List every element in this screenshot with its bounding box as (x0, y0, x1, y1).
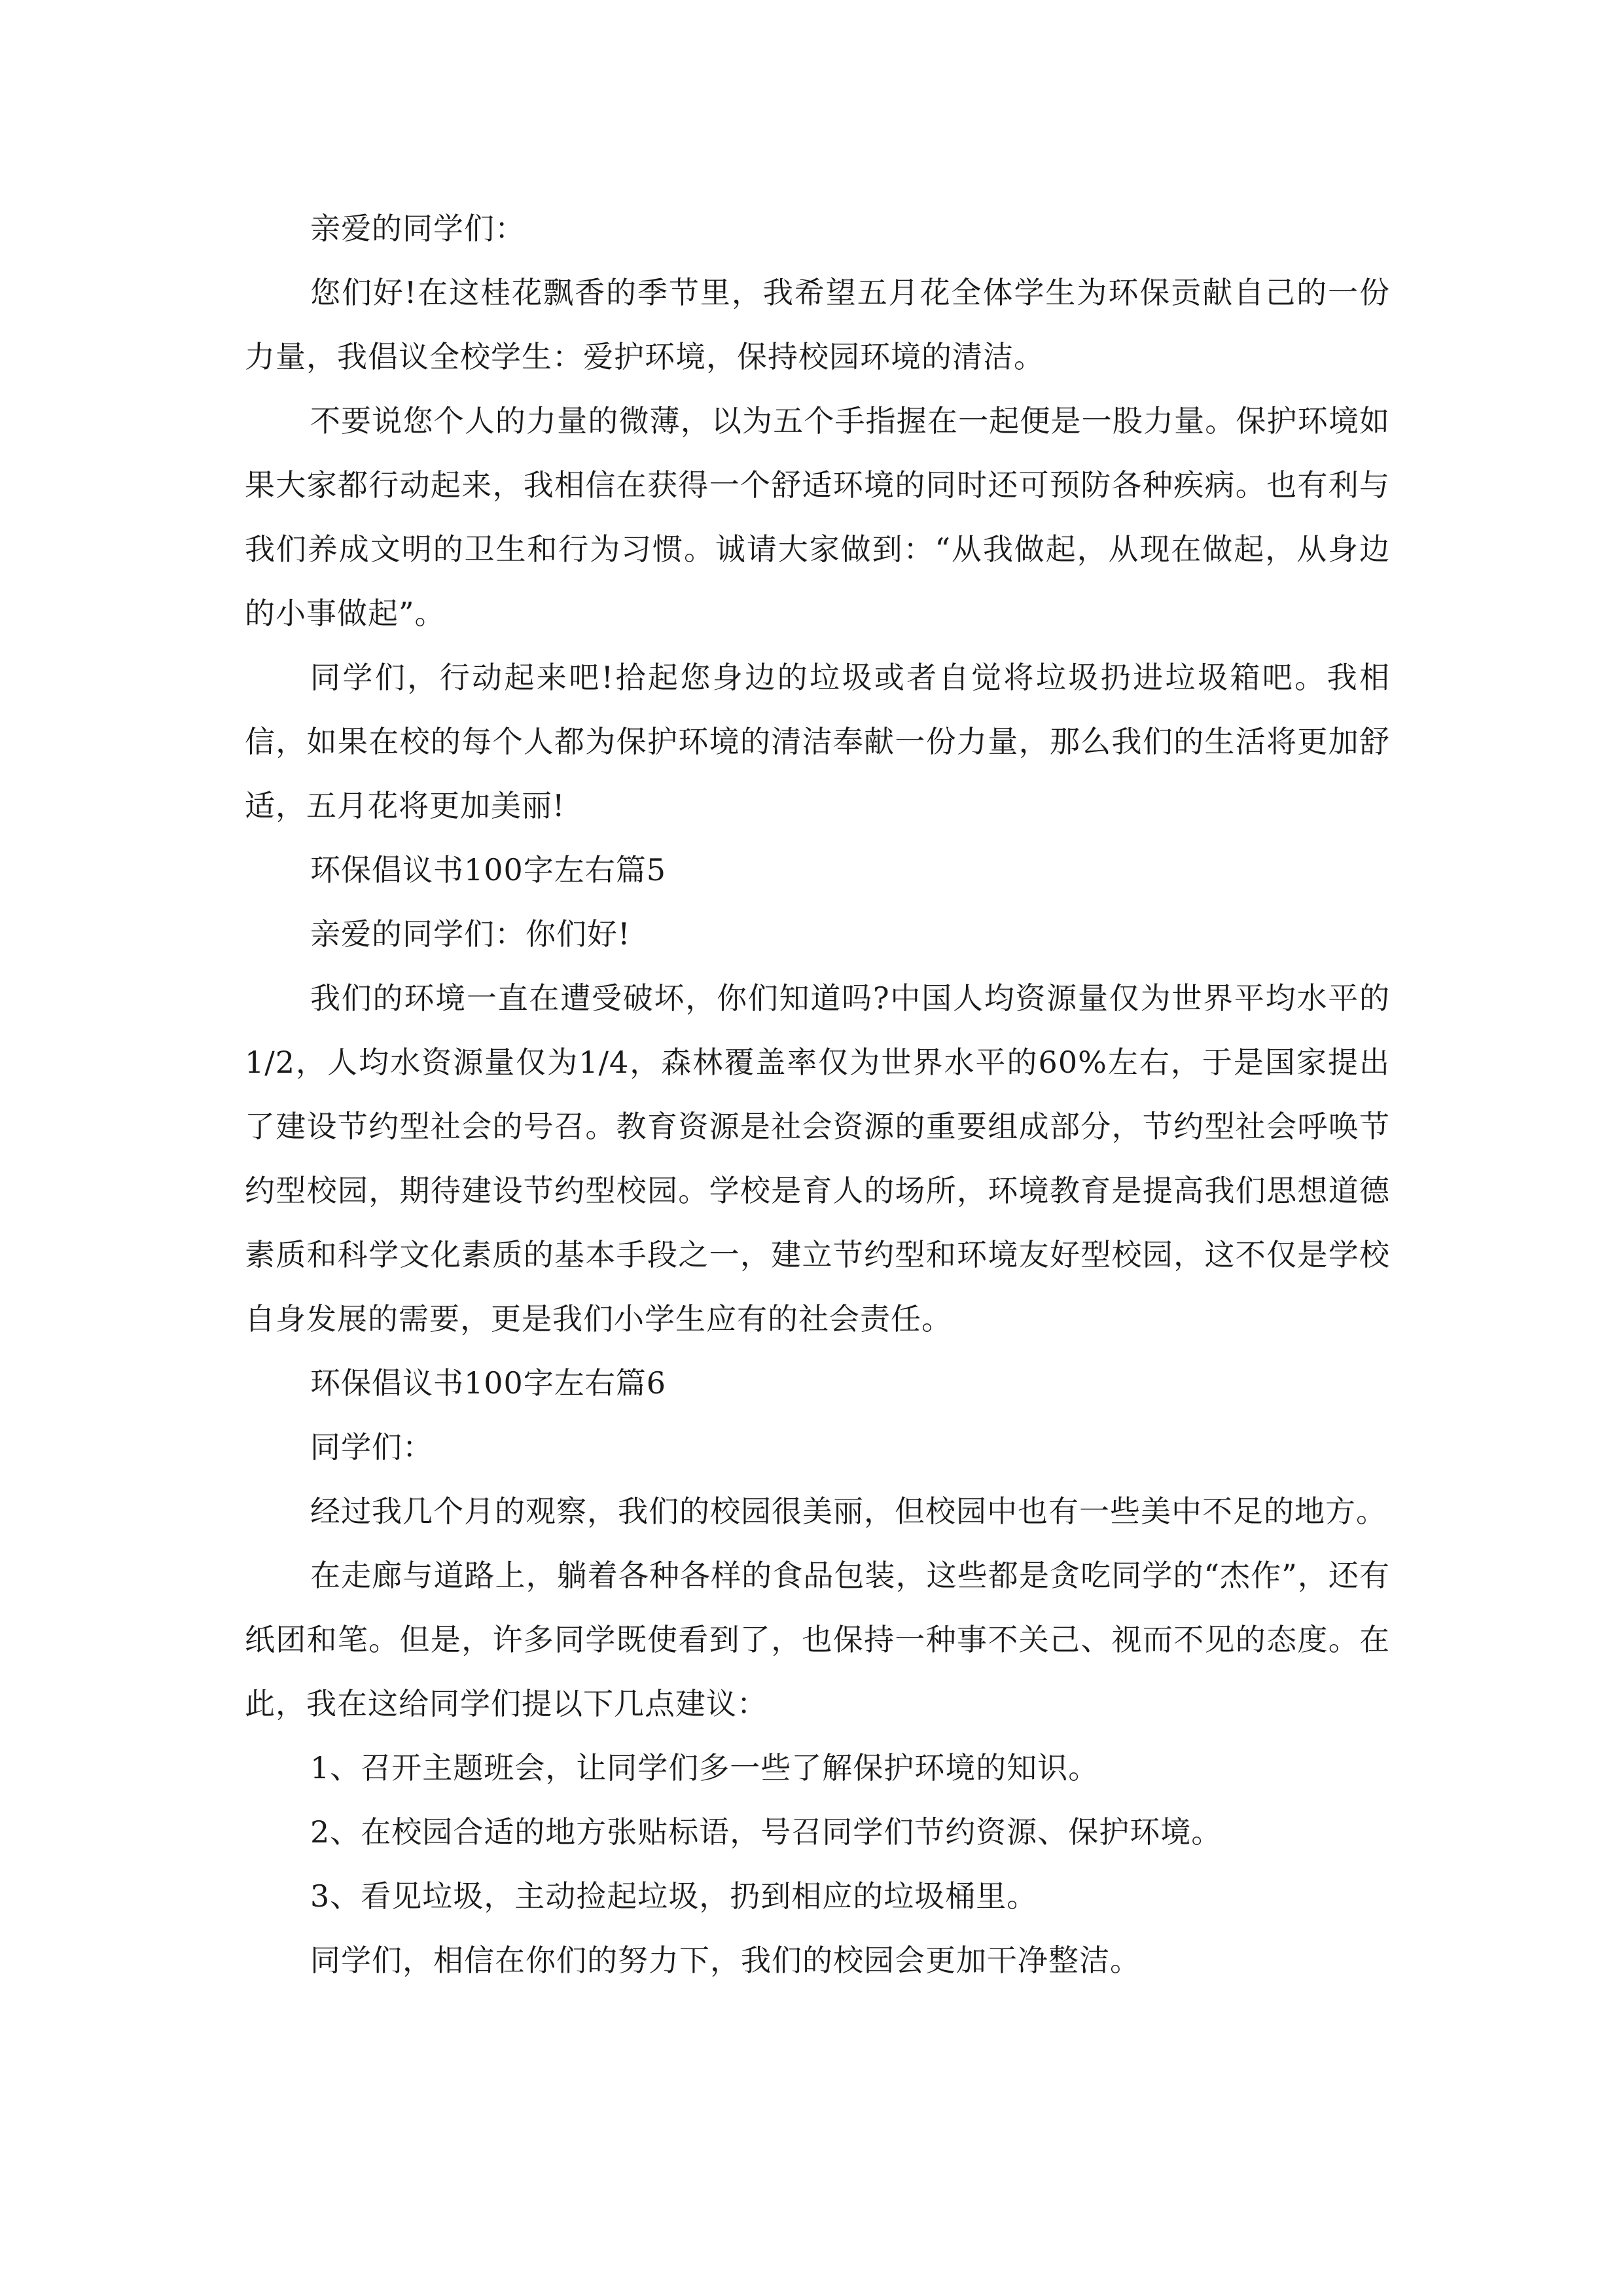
list-item: 3、看见垃圾，主动捡起垃圾，扔到相应的垃圾桶里。 (310, 1878, 1038, 1914)
list-item: 1、召开主题班会，让同学们多一些了解保护环境的知识。 (310, 1750, 1099, 1785)
paragraph: 您们好!在这桂花飘香的季节里，我希望五月花全体学生为环保贡献自己的一份力量，我倡议全校学生：爱护环境，保持校园环境的清洁。 (245, 275, 1390, 374)
document-body (245, 196, 1390, 1992)
paragraph: 同学们，行动起来吧!拾起您身边的垃圾或者自觉将垃圾扔进垃圾箱吧。我相信，如果在校的每个人都为保护环境的清洁奉献一份力量，那么我们的生活将更加舒适，五月花将更加美丽! (245, 660, 1390, 823)
paragraph: 不要说您个人的力量的微薄，以为五个手指握在一起便是一股力量。保护环境如果大家都行动起来，我相信在获得一个舒适环境的同时还可预防各种疾病。也有利与我们养成文明的卫生和行为习惯。诚请大家做到：“从我做起，从现在做起，从身边的小事做起”。 (245, 403, 1390, 631)
list-item: 2、在校园合适的地方张贴标语，号召同学们节约资源、保护环境。 (310, 1814, 1222, 1850)
salutation: 亲爱的同学们：你们好! (310, 916, 631, 952)
salutation: 亲爱的同学们： (310, 211, 526, 246)
paragraph: 经过我几个月的观察，我们的校园很美丽，但校园中也有一些美中不足的地方。 (310, 1494, 1387, 1529)
closing-paragraph: 同学们，相信在你们的努力下，我们的校园会更加干净整洁。 (310, 1943, 1141, 1978)
section-heading: 环保倡议书100字左右篇6 (310, 1365, 667, 1401)
salutation: 同学们： (310, 1429, 433, 1465)
paragraph: 在走廊与道路上，躺着各种各样的食品包装，这些都是贪吃同学的“杰作”，还有纸团和笔。但是，许多同学既使看到了，也保持一种事不关己、视而不见的态度。在此，我在这给同学们提以下几点建议： (245, 1558, 1390, 1721)
section-heading: 环保倡议书100字左右篇5 (310, 852, 667, 888)
paragraph: 我们的环境一直在遭受破坏，你们知道吗?中国人均资源量仅为世界平均水平的1/2，人均水资源量仅为1/4，森林覆盖率仅为世界水平的60%左右，于是国家提出了建设节约型社会的号召。教育资源是社会资源的重要组成部分，节约型社会呼唤节约型校园，期待建设节约型校园。学校是育人的场所，环境教育是提高我们思想道德素质和科学文化素质的基本手段之一，建立节约型和环境友好型校园，这不仅是学校自身发展的需要，更是我们小学生应有的社会责任。 (245, 980, 1390, 1336)
